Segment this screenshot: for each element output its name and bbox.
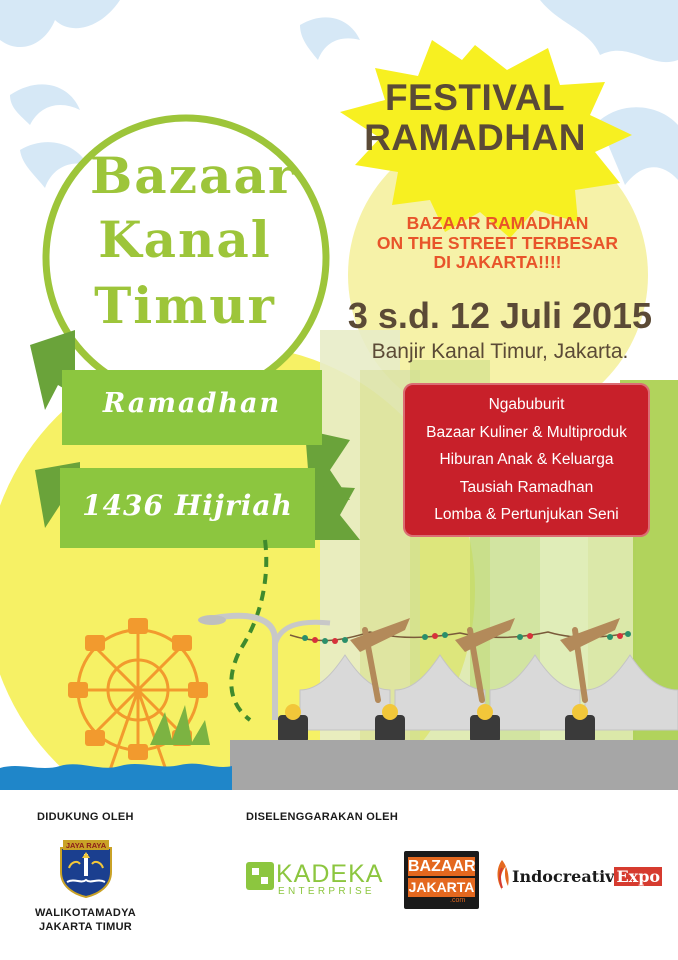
tagline-line1: BAZAAR RAMADHAN bbox=[406, 213, 589, 233]
indocreativ-text bbox=[512, 867, 662, 886]
bazaar-jakarta-logo bbox=[404, 851, 479, 909]
bazaar-jakarta-suffix: .com bbox=[450, 897, 466, 904]
tagline-line2: ON THE STREET TERBESAR bbox=[376, 232, 619, 253]
bazaar-jakarta-line2: JAKARTA bbox=[408, 879, 475, 895]
ribbon-hijriah: 1436 Hijriah bbox=[82, 489, 293, 522]
tagline-line3: DI JAKARTA!!!! bbox=[433, 252, 562, 272]
kadeka-icon bbox=[246, 862, 274, 890]
kadeka-name: KADEKA bbox=[276, 860, 384, 888]
supported-by-label: DIDUKUNG OLEH bbox=[37, 811, 134, 823]
event-venue: Banjir Kanal Timur, Jakarta. bbox=[371, 340, 629, 363]
bazaar-jakarta-line1: BAZAAR bbox=[408, 858, 476, 875]
supporter-name-line2: JAKARTA TIMUR bbox=[38, 921, 133, 933]
supporter-name-line1: WALIKOTAMADYA bbox=[34, 907, 137, 919]
indocreativ-expo: Expo bbox=[616, 867, 661, 886]
bazaar-title-word2: Kanal bbox=[98, 210, 272, 269]
event-date: 3 s.d. 12 Juli 2015 bbox=[347, 295, 653, 336]
flame-icon bbox=[494, 858, 510, 892]
indocreativ-main: Indocreativ bbox=[512, 867, 615, 886]
organized-by-label: DISELENGGARAKAN OLEH bbox=[246, 811, 399, 823]
activities-box bbox=[403, 383, 650, 537]
festival-title bbox=[325, 78, 625, 158]
supporter-name bbox=[33, 906, 138, 934]
activity-item: Lomba & Pertunjukan Seni bbox=[434, 506, 619, 523]
emblem-text: JAYA RAYA bbox=[65, 841, 107, 850]
festival-title-line1: FESTIVAL bbox=[384, 77, 566, 118]
jakarta-emblem-icon bbox=[55, 838, 117, 898]
activities-list bbox=[403, 383, 650, 529]
ribbon-ramadhan: Ramadhan bbox=[102, 388, 282, 419]
activity-item: Bazaar Kuliner & Multiproduk bbox=[426, 423, 627, 441]
activity-item: Tausiah Ramadhan bbox=[459, 478, 594, 496]
kadeka-subtitle: ENTERPRISE bbox=[278, 886, 375, 897]
bazaar-title-word3: Timur bbox=[94, 276, 276, 335]
event-tagline bbox=[345, 214, 650, 273]
activity-item: Hiburan Anak & Keluarga bbox=[439, 451, 614, 468]
bazaar-title-word1: Bazaar bbox=[90, 146, 297, 205]
activity-item: Ngabuburit bbox=[488, 396, 565, 413]
festival-title-line2: RAMADHAN bbox=[364, 117, 586, 158]
